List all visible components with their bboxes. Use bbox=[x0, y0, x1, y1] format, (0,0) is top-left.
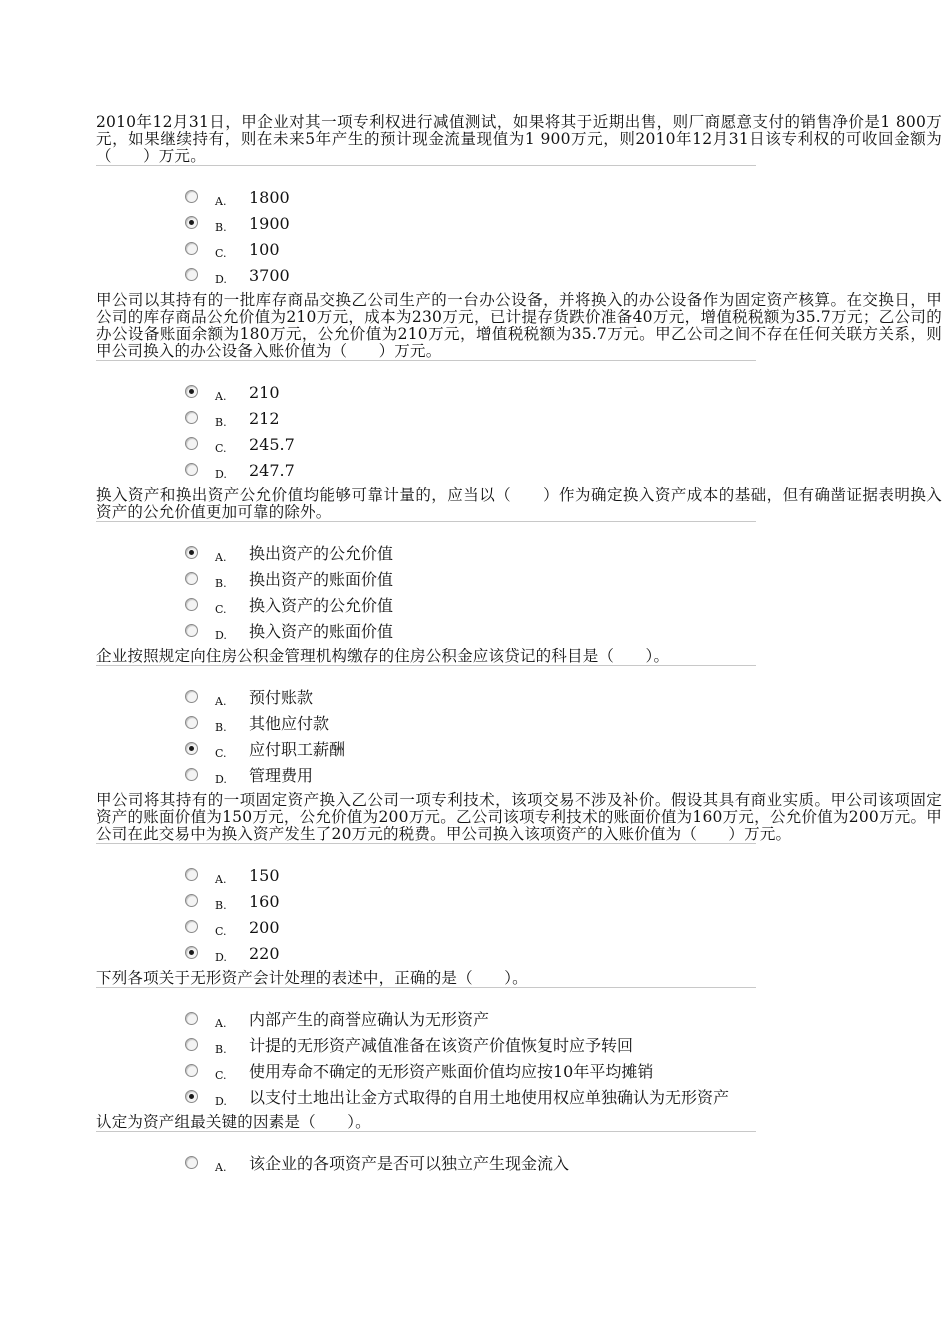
answer-option[interactable] bbox=[185, 1036, 948, 1062]
answer-options bbox=[96, 383, 948, 487]
option-letter: B. bbox=[215, 721, 227, 734]
option-text: 以支付土地出让金方式取得的自用土地使用权应单独确认为无形资产 bbox=[249, 1088, 730, 1107]
option-text: 应付职工薪酬 bbox=[249, 740, 346, 759]
option-letter: B. bbox=[215, 899, 227, 912]
answer-option[interactable] bbox=[185, 688, 948, 714]
answer-option[interactable] bbox=[185, 383, 948, 409]
option-letter: D. bbox=[215, 273, 227, 286]
answer-option[interactable] bbox=[185, 570, 948, 596]
option-letter: B. bbox=[215, 221, 227, 234]
option-letter: C. bbox=[215, 1069, 227, 1082]
answer-option[interactable] bbox=[185, 596, 948, 622]
option-text: 计提的无形资产减值准备在该资产价值恢复时应予转回 bbox=[249, 1036, 634, 1055]
answer-option[interactable] bbox=[185, 188, 948, 214]
answer-option[interactable] bbox=[185, 622, 948, 648]
question-block bbox=[96, 648, 948, 792]
answer-option[interactable] bbox=[185, 866, 948, 892]
option-text: 220 bbox=[249, 944, 280, 963]
option-text: 3700 bbox=[249, 266, 290, 285]
radio-button-icon[interactable] bbox=[185, 920, 198, 933]
answer-option[interactable] bbox=[185, 944, 948, 970]
option-text: 212 bbox=[249, 409, 280, 428]
question-text: 甲公司将其持有的一项固定资产换入乙公司一项专利技术，该项交易不涉及补价。假设其具有商业实质。甲公司该项固定资产的账面价值为150万元，公允价值为200万元。乙公司该项专利技术的账面价值为160万元，公允价值为200万元。甲公司在此交易中为换入资产发生了20万元的税费。甲公司换入该项资产的入账价值为（ ）万元。 bbox=[96, 791, 942, 843]
option-text: 预付账款 bbox=[249, 688, 314, 707]
option-text: 210 bbox=[249, 383, 280, 402]
option-letter: C. bbox=[215, 442, 227, 455]
radio-button-icon[interactable] bbox=[185, 1156, 198, 1169]
option-letter: C. bbox=[215, 247, 227, 260]
radio-button-icon[interactable] bbox=[185, 572, 198, 585]
radio-button-icon[interactable] bbox=[185, 1038, 198, 1051]
option-text: 该企业的各项资产是否可以独立产生现金流入 bbox=[249, 1154, 570, 1173]
answer-options bbox=[96, 1010, 948, 1114]
option-letter: A. bbox=[215, 195, 227, 208]
option-letter: B. bbox=[215, 1043, 227, 1056]
answer-option[interactable] bbox=[185, 1062, 948, 1088]
question-stem bbox=[96, 291, 942, 361]
radio-button-icon[interactable] bbox=[185, 768, 198, 781]
radio-button-icon[interactable] bbox=[185, 894, 198, 907]
answer-option[interactable] bbox=[185, 266, 948, 292]
answer-option[interactable] bbox=[185, 240, 948, 266]
option-text: 管理费用 bbox=[249, 766, 314, 785]
question-block bbox=[96, 292, 948, 487]
radio-button-icon[interactable] bbox=[185, 716, 198, 729]
question-stem bbox=[96, 648, 756, 666]
option-text: 160 bbox=[249, 892, 280, 911]
question-text: 下列各项关于无形资产会计处理的表述中，正确的是（ ）。 bbox=[96, 969, 528, 987]
radio-button-icon[interactable] bbox=[185, 1064, 198, 1077]
answer-option[interactable] bbox=[185, 1010, 948, 1036]
question-stem bbox=[96, 970, 756, 988]
option-letter: A. bbox=[215, 1161, 227, 1174]
option-text: 内部产生的商誉应确认为无形资产 bbox=[249, 1010, 490, 1029]
question-block bbox=[96, 1114, 948, 1180]
option-letter: A. bbox=[215, 1017, 227, 1030]
answer-option[interactable] bbox=[185, 892, 948, 918]
answer-option[interactable] bbox=[185, 1088, 948, 1114]
answer-option[interactable] bbox=[185, 714, 948, 740]
radio-button-checked-icon[interactable] bbox=[185, 546, 198, 559]
option-letter: A. bbox=[215, 873, 227, 886]
option-text: 200 bbox=[249, 918, 280, 937]
question-text: 2010年12月31日，甲企业对其一项专利权进行减值测试，如果将其于近期出售，则厂商愿意支付的销售净价是1 800万元，如果继续持有，则在未来5年产生的预计现金流量现值为1 900万元，则2010年12月31日该专利权的可收回金额为（ ）万元。 bbox=[96, 113, 942, 165]
radio-button-icon[interactable] bbox=[185, 598, 198, 611]
option-text: 247.7 bbox=[249, 461, 295, 480]
option-letter: D. bbox=[215, 951, 227, 964]
question-text: 甲公司以其持有的一批库存商品交换乙公司生产的一台办公设备，并将换入的办公设备作为固定资产核算。在交换日，甲公司的库存商品公允价值为210万元，成本为230万元，已计提存货跌价准备40万元，增值税税额为35.7万元；乙公司的办公设备账面余额为180万元，公允价值为210万元，增值税税额为35.7万元。甲乙公司之间不存在任何关联方关系，则甲公司换入的办公设备入账价值为（ ）万元。 bbox=[96, 291, 942, 360]
option-text: 1900 bbox=[249, 214, 290, 233]
radio-button-icon[interactable] bbox=[185, 411, 198, 424]
answer-option[interactable] bbox=[185, 740, 948, 766]
option-text: 100 bbox=[249, 240, 280, 259]
answer-options bbox=[96, 1154, 948, 1180]
radio-button-icon[interactable] bbox=[185, 268, 198, 281]
option-letter: C. bbox=[215, 747, 227, 760]
question-block bbox=[96, 487, 948, 648]
option-letter: D. bbox=[215, 1095, 227, 1108]
option-text: 1800 bbox=[249, 188, 290, 207]
option-letter: A. bbox=[215, 390, 227, 403]
radio-button-checked-icon[interactable] bbox=[185, 742, 198, 755]
question-block bbox=[96, 114, 948, 292]
question-stem bbox=[96, 113, 942, 166]
radio-button-checked-icon[interactable] bbox=[185, 1090, 198, 1103]
radio-button-icon[interactable] bbox=[185, 190, 198, 203]
question-text: 换入资产和换出资产公允价值均能够可靠计量的，应当以（ ）作为确定换入资产成本的基础，但有确凿证据表明换入资产的公允价值更加可靠的除外。 bbox=[96, 486, 942, 521]
option-text: 245.7 bbox=[249, 435, 295, 454]
option-letter: C. bbox=[215, 925, 227, 938]
option-letter: D. bbox=[215, 773, 227, 786]
option-letter: D. bbox=[215, 629, 227, 642]
option-text: 换出资产的账面价值 bbox=[249, 570, 394, 589]
radio-button-icon[interactable] bbox=[185, 690, 198, 703]
answer-option[interactable] bbox=[185, 918, 948, 944]
option-letter: C. bbox=[215, 603, 227, 616]
radio-button-icon[interactable] bbox=[185, 437, 198, 450]
quiz-list bbox=[96, 114, 948, 1180]
question-stem bbox=[96, 791, 942, 844]
radio-button-icon[interactable] bbox=[185, 868, 198, 881]
radio-button-icon[interactable] bbox=[185, 1012, 198, 1025]
question-text: 企业按照规定向住房公积金管理机构缴存的住房公积金应该贷记的科目是（ ）。 bbox=[96, 647, 670, 665]
answer-option[interactable] bbox=[185, 409, 948, 435]
radio-button-icon[interactable] bbox=[185, 463, 198, 476]
answer-options bbox=[96, 866, 948, 970]
option-text: 换出资产的公允价值 bbox=[249, 544, 394, 563]
option-letter: D. bbox=[215, 468, 227, 481]
answer-options bbox=[96, 544, 948, 648]
option-letter: B. bbox=[215, 577, 227, 590]
question-stem bbox=[96, 1114, 756, 1132]
radio-button-checked-icon[interactable] bbox=[185, 385, 198, 398]
answer-option[interactable] bbox=[185, 214, 948, 240]
radio-button-checked-icon[interactable] bbox=[185, 216, 198, 229]
answer-option[interactable] bbox=[185, 766, 948, 792]
answer-options bbox=[96, 688, 948, 792]
option-text: 换入资产的公允价值 bbox=[249, 596, 394, 615]
radio-button-checked-icon[interactable] bbox=[185, 946, 198, 959]
answer-option[interactable] bbox=[185, 435, 948, 461]
question-block bbox=[96, 970, 948, 1114]
option-letter: A. bbox=[215, 695, 227, 708]
radio-button-icon[interactable] bbox=[185, 624, 198, 637]
option-text: 换入资产的账面价值 bbox=[249, 622, 394, 641]
radio-button-icon[interactable] bbox=[185, 242, 198, 255]
option-letter: A. bbox=[215, 551, 227, 564]
question-text: 认定为资产组最关键的因素是（ ）。 bbox=[96, 1113, 371, 1131]
question-block bbox=[96, 792, 948, 970]
option-text: 150 bbox=[249, 866, 280, 885]
question-stem bbox=[96, 486, 942, 522]
answer-option[interactable] bbox=[185, 1154, 948, 1180]
option-letter: B. bbox=[215, 416, 227, 429]
option-text: 其他应付款 bbox=[249, 714, 330, 733]
answer-options bbox=[96, 188, 948, 292]
answer-option[interactable] bbox=[185, 544, 948, 570]
answer-option[interactable] bbox=[185, 461, 948, 487]
option-text: 使用寿命不确定的无形资产账面价值均应按10年平均摊销 bbox=[249, 1062, 654, 1081]
